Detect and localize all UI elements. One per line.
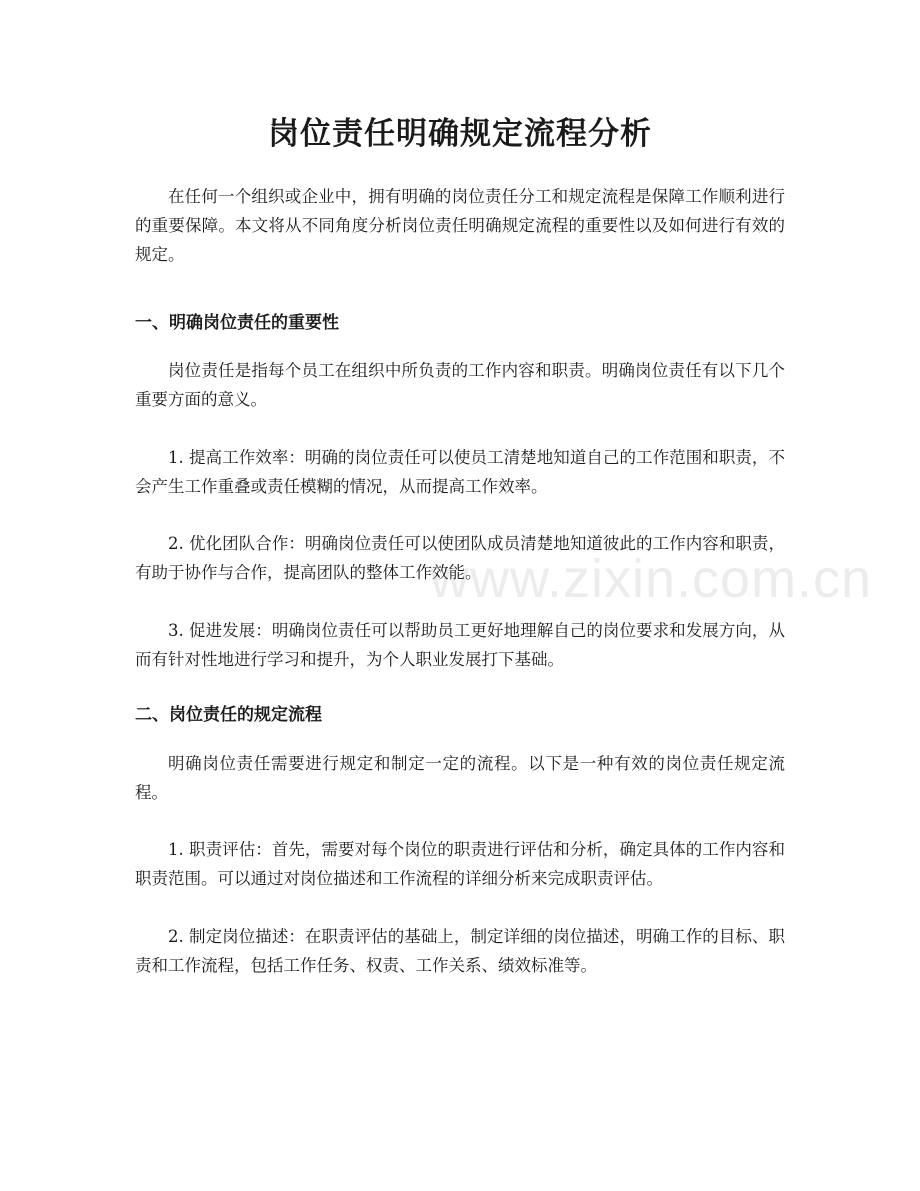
list-item: 1. 提高工作效率：明确的岗位责任可以使员工清楚地知道自己的工作范围和职责，不会产生工作重叠或责任模糊的情况，从而提高工作效率。 <box>135 448 785 496</box>
section-2-intro: 明确岗位责任需要进行规定和制定一定的流程。以下是一种有效的岗位责任规定流程。 <box>135 754 785 802</box>
page-title: 岗位责任明确规定流程分析 <box>268 116 652 152</box>
list-item: 3. 促进发展：明确岗位责任可以帮助员工更好地理解自己的岗位要求和发展方向，从而有针对性地进行学习和提升，为个人职业发展打下基础。 <box>135 621 785 669</box>
list-item: 2. 制定岗位描述：在职责评估的基础上，制定详细的岗位描述，明确工作的目标、职责和工作流程，包括工作任务、权责、工作关系、绩效标准等。 <box>135 927 785 975</box>
section-2-heading: 二、岗位责任的规定流程 <box>135 705 322 725</box>
list-item: 1. 职责评估：首先，需要对每个岗位的职责进行评估和分析，确定具体的工作内容和职责范围。可以通过对岗位描述和工作流程的详细分析来完成职责评估。 <box>135 840 785 888</box>
section-1-heading: 一、明确岗位责任的重要性 <box>135 313 339 333</box>
intro-paragraph: 在任何一个组织或企业中，拥有明确的岗位责任分工和规定流程是保障工作顺利进行的重要保障。本文将从不同角度分析岗位责任明确规定流程的重要性以及如何进行有效的规定。 <box>135 187 785 264</box>
section-1-intro: 岗位责任是指每个员工在组织中所负责的工作内容和职责。明确岗位责任有以下几个重要方面的意义。 <box>135 361 785 409</box>
watermark: www.zixin.com.cn <box>430 549 873 609</box>
list-item: 2. 优化团队合作：明确岗位责任可以使团队成员清楚地知道彼此的工作内容和职责，有助于协作与合作，提高团队的整体工作效能。 <box>135 534 785 582</box>
